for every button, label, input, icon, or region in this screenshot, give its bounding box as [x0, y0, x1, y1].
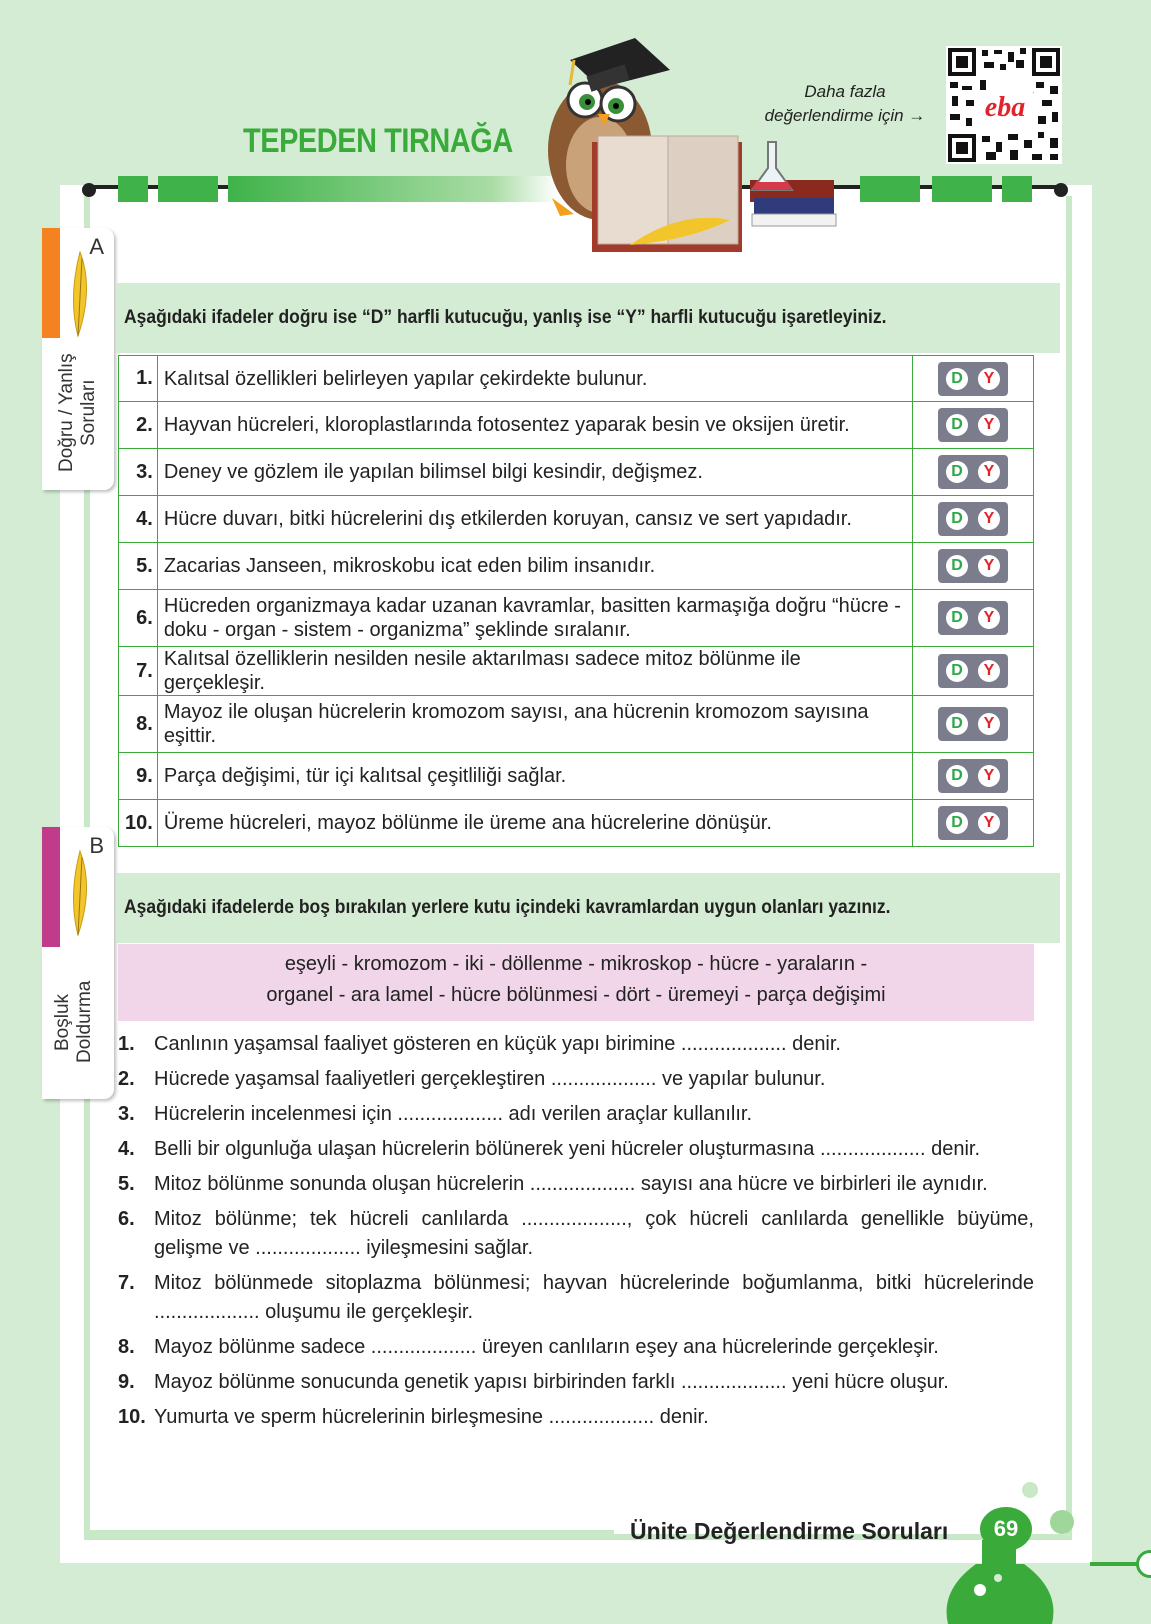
option-y[interactable]: Y	[978, 461, 1000, 483]
dy-answer-box	[938, 806, 1008, 840]
answer-cell	[913, 696, 1034, 753]
item-text: Mitoz bölünmede sitoplazma bölünmesi; hayvan hücrelerinde boğumlanma, bitki hücrelerinde ................... oluşumu ile gerçekleşir.	[154, 1272, 1034, 1323]
word-bank-line2: organel - ara lamel - hücre bölünmesi - dört - üremeyi - parça değişimi	[266, 984, 886, 1006]
header-rule-segment	[228, 176, 558, 202]
table-row	[119, 356, 1034, 402]
tab-label-fill-blank: Boşluk Doldurma	[52, 980, 95, 1064]
flask-icon	[940, 1540, 1060, 1624]
option-d[interactable]: D	[946, 414, 968, 436]
item-text: Hücrelerin incelenmesi için ................... adı verilen araçlar kullanılır.	[154, 1103, 753, 1125]
answer-cell	[913, 543, 1034, 590]
dy-answer-box	[938, 455, 1008, 489]
item-number: 6.	[118, 1208, 135, 1230]
table-row	[119, 402, 1034, 449]
tab-accent-magenta	[42, 827, 60, 947]
option-d[interactable]: D	[946, 555, 968, 577]
item-number: 7.	[119, 647, 158, 696]
answer-cell	[913, 496, 1034, 543]
eba-logo-text: eba	[984, 92, 1026, 123]
instruction-b: Aşağıdaki ifadelerde boş bırakılan yerlere kutu içindeki kavramlardan uygun olanları yazınız.	[124, 897, 891, 918]
item-number: 9.	[119, 753, 158, 800]
item-number: 4.	[119, 496, 158, 543]
option-y[interactable]: Y	[978, 508, 1000, 530]
list-item	[118, 1269, 1034, 1327]
item-text: Canlının yaşamsal faaliyet gösteren en küçük yapı birimine ................... denir.	[154, 1033, 841, 1055]
feather-icon	[60, 847, 96, 937]
bubble-decoration	[1022, 1482, 1038, 1498]
item-text: Belli bir olgunluğa ulaşan hücrelerin bölünerek yeni hücreler oluşturmasına ................... denir.	[154, 1138, 980, 1160]
item-text: Mitoz bölünme; tek hücreli canlılarda ..................., çok hücreli canlılarda genellikle büyüme, gelişme ve ................... iyileşmesini sağlar.	[154, 1208, 1034, 1259]
table-row	[119, 753, 1034, 800]
item-text: Hücreden organizmaya kadar uzanan kavramlar, basitten karmaşığa doğru “hücre - doku - organ - sistem - organizma” şeklinde sıralanır.	[157, 590, 912, 647]
item-text: Üreme hücreleri, mayoz bölünme ile üreme ana hücrelerine dönüşür.	[157, 800, 912, 847]
rule-end-dot-right	[1054, 183, 1068, 197]
feather-icon	[60, 248, 96, 338]
item-number: 10.	[119, 800, 158, 847]
owl-mascot-illustration	[530, 30, 870, 260]
item-text: Kalıtsal özellikleri belirleyen yapılar çekirdekte bulunur.	[157, 356, 912, 402]
word-bank-line1: eşeyli - kromozom - iki - döllenme - mikroskop - hücre - yaraların -	[284, 953, 868, 975]
item-text: Mitoz bölünme sonunda oluşan hücrelerin ................... sayısı ana hücre ve birbirleri ile aynıdır.	[154, 1173, 988, 1195]
item-number: 2.	[119, 402, 158, 449]
header-rule-segment	[1002, 176, 1032, 202]
item-text: Deney ve gözlem ile yapılan bilimsel bilgi kesindir, değişmez.	[157, 449, 912, 496]
tab-letter-b: B	[89, 833, 104, 858]
list-item	[118, 1403, 1034, 1432]
footer-rule	[84, 1530, 614, 1536]
item-number: 8.	[119, 696, 158, 753]
answer-cell	[913, 356, 1034, 402]
item-number: 2.	[118, 1068, 135, 1090]
option-d[interactable]: D	[946, 660, 968, 682]
option-y[interactable]: Y	[978, 555, 1000, 577]
bubble-decoration	[1050, 1510, 1074, 1534]
item-text: Yumurta ve sperm hücrelerinin birleşmesine ................... denir.	[154, 1406, 709, 1428]
header-rule-segment	[118, 176, 148, 202]
option-d[interactable]: D	[946, 713, 968, 735]
option-y[interactable]: Y	[978, 607, 1000, 629]
list-item	[118, 1333, 1034, 1362]
eba-caption-line1: Daha fazla	[804, 82, 886, 101]
item-number: 5.	[118, 1173, 135, 1195]
option-y[interactable]: Y	[978, 812, 1000, 834]
option-d[interactable]: D	[946, 368, 968, 390]
answer-cell	[913, 800, 1034, 847]
item-number: 5.	[119, 543, 158, 590]
item-number: 8.	[118, 1336, 135, 1358]
table-row	[119, 449, 1034, 496]
item-number: 1.	[119, 356, 158, 402]
instruction-a: Aşağıdaki ifadeler doğru ise “D” harfli kutucuğu, yanlış ise “Y” harfli kutucuğu işaretleyiniz.	[124, 307, 887, 328]
option-y[interactable]: Y	[978, 368, 1000, 390]
footer-label: Ünite Değerlendirme Soruları	[630, 1518, 949, 1544]
dy-answer-box	[938, 549, 1008, 583]
dy-answer-box	[938, 759, 1008, 793]
item-number: 1.	[118, 1033, 135, 1055]
option-d[interactable]: D	[946, 607, 968, 629]
dy-answer-box	[938, 601, 1008, 635]
list-item	[118, 1135, 1034, 1164]
page-number: 69	[980, 1507, 1032, 1551]
list-item	[118, 1065, 1034, 1094]
true-false-table	[118, 355, 1034, 847]
item-text: Hücre duvarı, bitki hücrelerini dış etkilerden koruyan, cansız ve sert yapıdadır.	[157, 496, 912, 543]
fill-blank-list	[118, 1030, 1034, 1438]
item-text: Zacarias Janseen, mikroskobu icat eden bilim insanıdır.	[157, 543, 912, 590]
answer-cell	[913, 647, 1034, 696]
option-y[interactable]: Y	[978, 713, 1000, 735]
item-number: 7.	[118, 1272, 135, 1294]
dy-answer-box	[938, 502, 1008, 536]
list-item	[118, 1030, 1034, 1059]
option-d[interactable]: D	[946, 461, 968, 483]
table-row	[119, 590, 1034, 647]
option-y[interactable]: Y	[978, 660, 1000, 682]
tab-accent-orange	[42, 228, 60, 338]
item-text: Parça değişimi, tür içi kalıtsal çeşitliliği sağlar.	[157, 753, 912, 800]
answer-cell	[913, 402, 1034, 449]
list-item	[118, 1368, 1034, 1397]
table-row	[119, 543, 1034, 590]
option-d[interactable]: D	[946, 508, 968, 530]
option-d[interactable]: D	[946, 765, 968, 787]
qr-code[interactable]	[946, 46, 1062, 164]
eba-caption-line2: değerlendirme için →	[764, 106, 926, 125]
rule-end-dot-left	[82, 183, 96, 197]
word-bank	[118, 944, 1034, 1021]
item-number: 6.	[119, 590, 158, 647]
item-number: 10.	[118, 1406, 146, 1428]
page-title: TEPEDEN TIRNAĞA	[243, 122, 513, 160]
answer-cell	[913, 449, 1034, 496]
item-text: Mayoz bölünme sonucunda genetik yapısı birbirinden farklı ................... yeni hücre oluşur.	[154, 1371, 949, 1393]
table-row	[119, 800, 1034, 847]
answer-cell	[913, 590, 1034, 647]
dy-answer-box	[938, 707, 1008, 741]
item-text: Kalıtsal özelliklerin nesilden nesile aktarılması sadece mitoz bölünme ile gerçekleşir.	[157, 647, 912, 696]
item-text: Hücrede yaşamsal faaliyetleri gerçekleştiren ................... ve yapılar bulunur.	[154, 1068, 826, 1090]
header-rule-segment	[932, 176, 992, 202]
list-item	[118, 1170, 1034, 1199]
answer-cell	[913, 753, 1034, 800]
item-number: 9.	[118, 1371, 135, 1393]
option-y[interactable]: Y	[978, 765, 1000, 787]
dy-answer-box	[938, 408, 1008, 442]
option-d[interactable]: D	[946, 812, 968, 834]
table-row	[119, 647, 1034, 696]
item-number: 4.	[118, 1138, 135, 1160]
item-text: Mayoz bölünme sadece ................... üreyen canlıların eşey ana hücrelerinde gerçekleşir.	[154, 1336, 939, 1358]
list-item	[118, 1100, 1034, 1129]
dy-answer-box	[938, 362, 1008, 396]
item-number: 3.	[119, 449, 158, 496]
footer-circle	[1136, 1550, 1151, 1578]
list-item	[118, 1205, 1034, 1263]
option-y[interactable]: Y	[978, 414, 1000, 436]
tab-label-true-false: Doğru / Yanlış Soruları	[56, 353, 99, 473]
dy-answer-box	[938, 654, 1008, 688]
header-rule-segment	[158, 176, 218, 202]
tab-letter-a: A	[89, 234, 104, 259]
item-text: Mayoz ile oluşan hücrelerin kromozom sayısı, ana hücrenin kromozom sayısına eşittir.	[157, 696, 912, 753]
item-text: Hayvan hücreleri, kloroplastlarında fotosentez yaparak besin ve oksijen üretir.	[157, 402, 912, 449]
table-row	[119, 496, 1034, 543]
table-row	[119, 696, 1034, 753]
item-number: 3.	[118, 1103, 135, 1125]
